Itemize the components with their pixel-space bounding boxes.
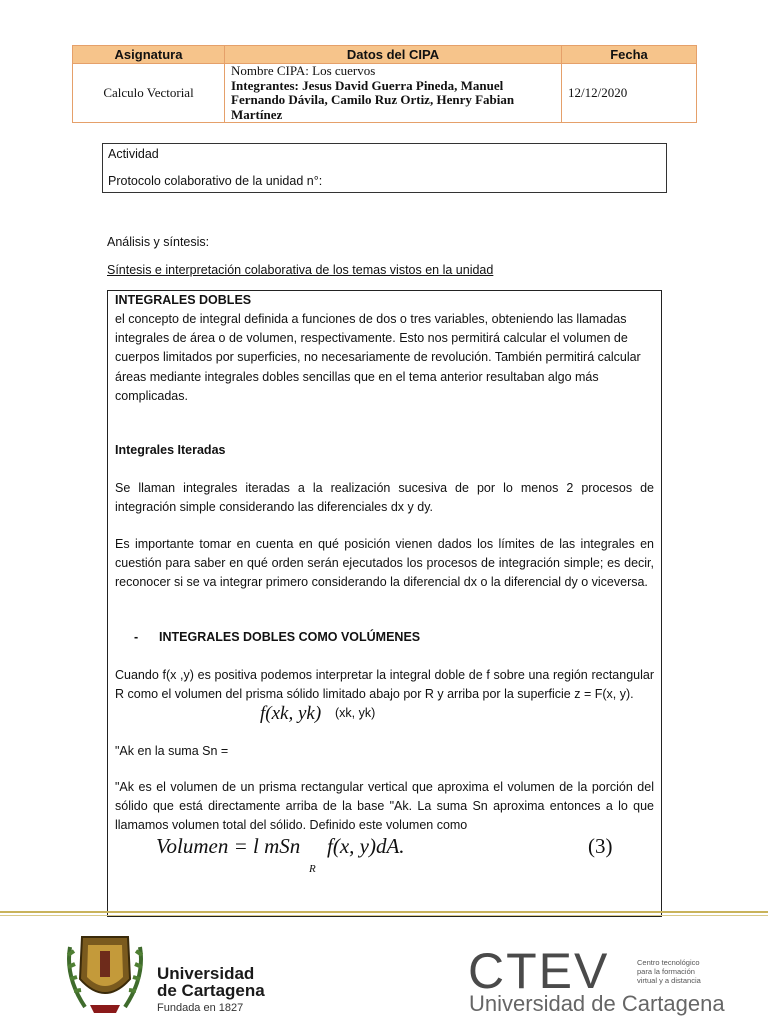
activity-box: [102, 143, 667, 193]
iterated-paragraph-2: Es importante tomar en cuenta en qué posición vienen dados los límites de las integrales en cuestión para saber en qué orden serán ejecutados los procesos de integración simple; es decir, reconocer si se va integrar primero considerando la diferencial dx o la diferencial dy o viceversa.: [115, 537, 654, 590]
formula-integrand: f(x, y)dA.: [327, 834, 405, 858]
header-data-label: Datos del CIPA: [225, 46, 562, 64]
formula-volume: Volumen = l mSn: [156, 834, 301, 858]
cipa-data-cell: [225, 64, 562, 123]
ctev-tagline-3: virtual y a distancia: [637, 976, 701, 985]
date-value: 12/12/2020: [562, 64, 697, 123]
analysis-heading: Análisis y síntesis:: [107, 235, 210, 249]
formula-fxk: f(xk, yk): [260, 703, 322, 724]
sum-line: "Ak en la suma Sn =: [115, 744, 229, 758]
university-founded: Fundada en 1827: [157, 1002, 244, 1014]
formula-number: (3): [588, 834, 613, 858]
iterated-paragraph-1: Se llaman integrales iteradas a la realización sucesiva de por lo menos 2 procesos de integración simple considerando las diferenciales dx y dy.: [115, 481, 654, 515]
header-date-label: Fecha: [562, 46, 697, 64]
ctev-tagline-2: para la formación: [637, 967, 695, 976]
ctev-tagline: [637, 958, 701, 985]
header-subject-label: Asignatura: [73, 46, 225, 64]
university-name-line2: de Cartagena: [157, 981, 265, 1000]
content-title: INTEGRALES DOBLES: [115, 293, 252, 307]
cipa-name: Nombre CIPA: Los cuervos: [231, 63, 376, 78]
volumes-title: INTEGRALES DOBLES COMO VOLÚMENES: [159, 630, 421, 644]
iterated-title: Integrales Iteradas: [115, 443, 226, 457]
analysis-subheading: Síntesis e interpretación colaborativa de los temas vistos en la unidad: [107, 263, 494, 277]
content-intro: el concepto de integral definida a funciones de dos o tres variables, obteniendo las llamadas integrales de área o de volumen, respectivamente. Esto nos permitirá calcular el volumen de cuerpos limitados por superficies, no necesariamente de revolución. También permitirá calcular áreas mediante integrales dobles sencillas que en el tema anterior resultaban algo más complicadas.: [115, 312, 641, 403]
bullet-dash: -: [134, 630, 139, 644]
ctev-university: Universidad de Cartagena: [469, 991, 725, 1016]
volumes-paragraph-1: Cuando f(x ,y) es positiva podemos interpretar la integral doble de f sobre una región rectangular R como el volumen del prisma sólido limitado abajo por R y arriba por la superficie z = F(x, y).: [115, 668, 654, 702]
formula-region: R: [309, 863, 316, 875]
volumes-paragraph-2: "Ak es el volumen de un prisma rectangular vertical que aproxima el volumen de la porción del sólido que está directamente arriba de la base "Ak. La suma Sn aproxima entonces a lo que llamamos volumen total del sólido. Definido este volumen como: [115, 780, 654, 833]
formula-suffix: (xk, yk): [335, 706, 376, 720]
university-crest-icon: [60, 927, 150, 1017]
cipa-members: Integrantes: Jesus David Guerra Pineda, Manuel Fernando Dávila, Camilo Ruz Ortiz, Henry Fabian Martínez: [231, 77, 515, 122]
ctev-logo: CTEV: [468, 943, 610, 999]
ctev-tagline-1: Centro tecnológico: [637, 958, 700, 967]
activity-protocol: Protocolo colaborativo de la unidad n°:: [108, 174, 323, 188]
footer-divider-thin: [0, 915, 768, 916]
content-box: [107, 290, 662, 917]
subject-value: Calculo Vectorial: [73, 64, 225, 123]
header-table: [72, 45, 697, 123]
footer-divider: [0, 911, 768, 913]
activity-title: Actividad: [108, 147, 159, 161]
university-name-line1: Universidad: [157, 964, 255, 983]
